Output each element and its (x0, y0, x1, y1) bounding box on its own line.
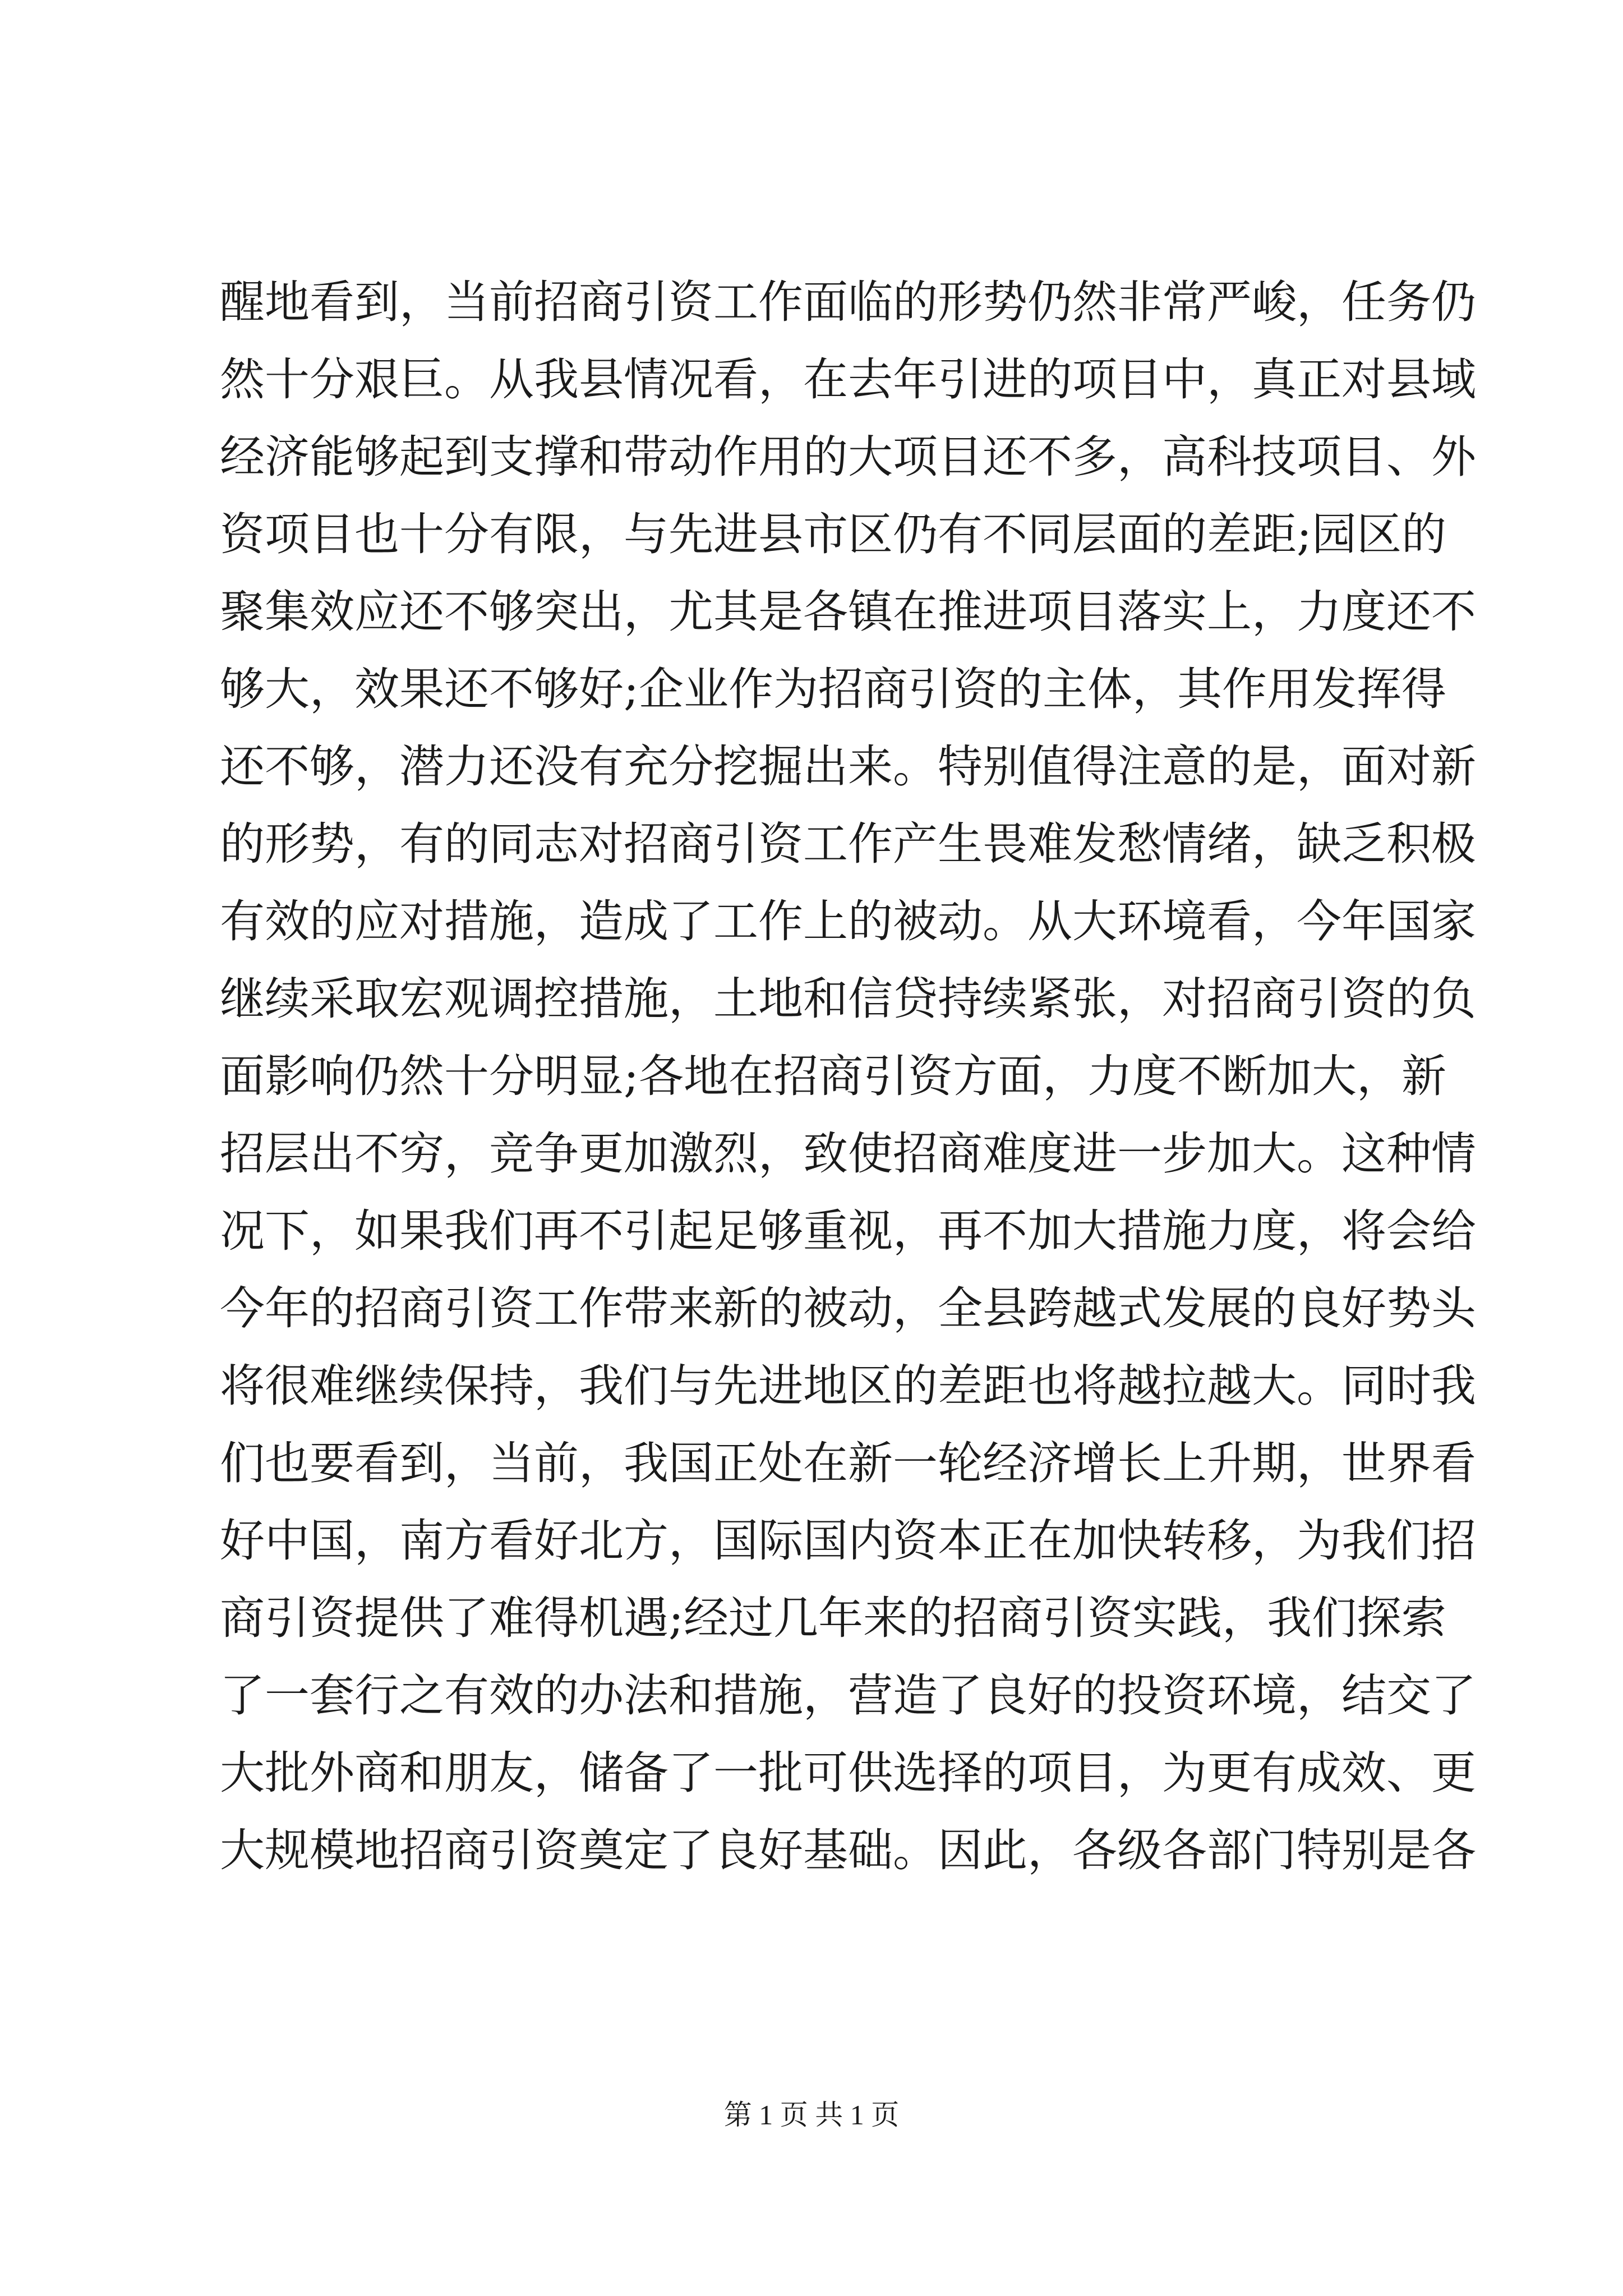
text-line: 招层出不穷，竞争更加激烈，致使招商难度进一步加大。这种情 (220, 1128, 1476, 1180)
text-line: 况下，如果我们再不引起足够重视，再不加大措施力度，将会给 (220, 1205, 1476, 1257)
text-line: 然十分艰巨。从我县情况看，在去年引进的项目中，真正对县域 (220, 353, 1476, 406)
page-number-footer: 第 1 页 共 1 页 (723, 2099, 900, 2131)
text-line: 够大，效果还不够好;企业作为招商引资的主体，其作用发挥得 (220, 663, 1446, 715)
text-line: 继续采取宏观调控措施，土地和信贷持续紧张，对招商引资的负 (220, 973, 1476, 1025)
text-line: 们也要看到，当前，我国正处在新一轮经济增长上升期，世界看 (220, 1437, 1476, 1489)
text-line: 今年的招商引资工作带来新的被动，全县跨越式发展的良好势头 (220, 1282, 1476, 1335)
body-paragraph (220, 264, 1476, 1889)
text-line: 大批外商和朋友，储备了一批可供选择的项目，为更有成效、更 (220, 1747, 1476, 1799)
text-line: 还不够，潜力还没有充分挖掘出来。特别值得注意的是，面对新 (220, 740, 1476, 793)
text-line: 大规模地招商引资奠定了良好基础。因此，各级各部门特别是各 (220, 1824, 1476, 1876)
text-line: 醒地看到，当前招商引资工作面临的形势仍然非常严峻，任务仍 (220, 276, 1476, 328)
text-line: 面影响仍然十分明显;各地在招商引资方面，力度不断加大，新 (220, 1050, 1446, 1102)
text-line: 聚集效应还不够突出，尤其是各镇在推进项目落实上，力度还不 (220, 586, 1476, 638)
text-line: 好中国，南方看好北方，国际国内资本正在加快转移，为我们招 (220, 1515, 1476, 1567)
text-line: 资项目也十分有限，与先进县市区仍有不同层面的差距;园区的 (220, 508, 1446, 560)
text-line: 将很难继续保持，我们与先进地区的差距也将越拉越大。同时我 (220, 1360, 1476, 1412)
text-line: 商引资提供了难得机遇;经过几年来的招商引资实践，我们探索 (220, 1592, 1446, 1644)
text-line: 了一套行之有效的办法和措施，营造了良好的投资环境，结交了 (220, 1669, 1476, 1722)
text-line: 的形势，有的同志对招商引资工作产生畏难发愁情绪，缺乏积极 (220, 818, 1476, 870)
text-line: 经济能够起到支撑和带动作用的大项目还不多，高科技项目、外 (220, 431, 1476, 483)
text-line: 有效的应对措施，造成了工作上的被动。从大环境看，今年国家 (220, 895, 1476, 947)
